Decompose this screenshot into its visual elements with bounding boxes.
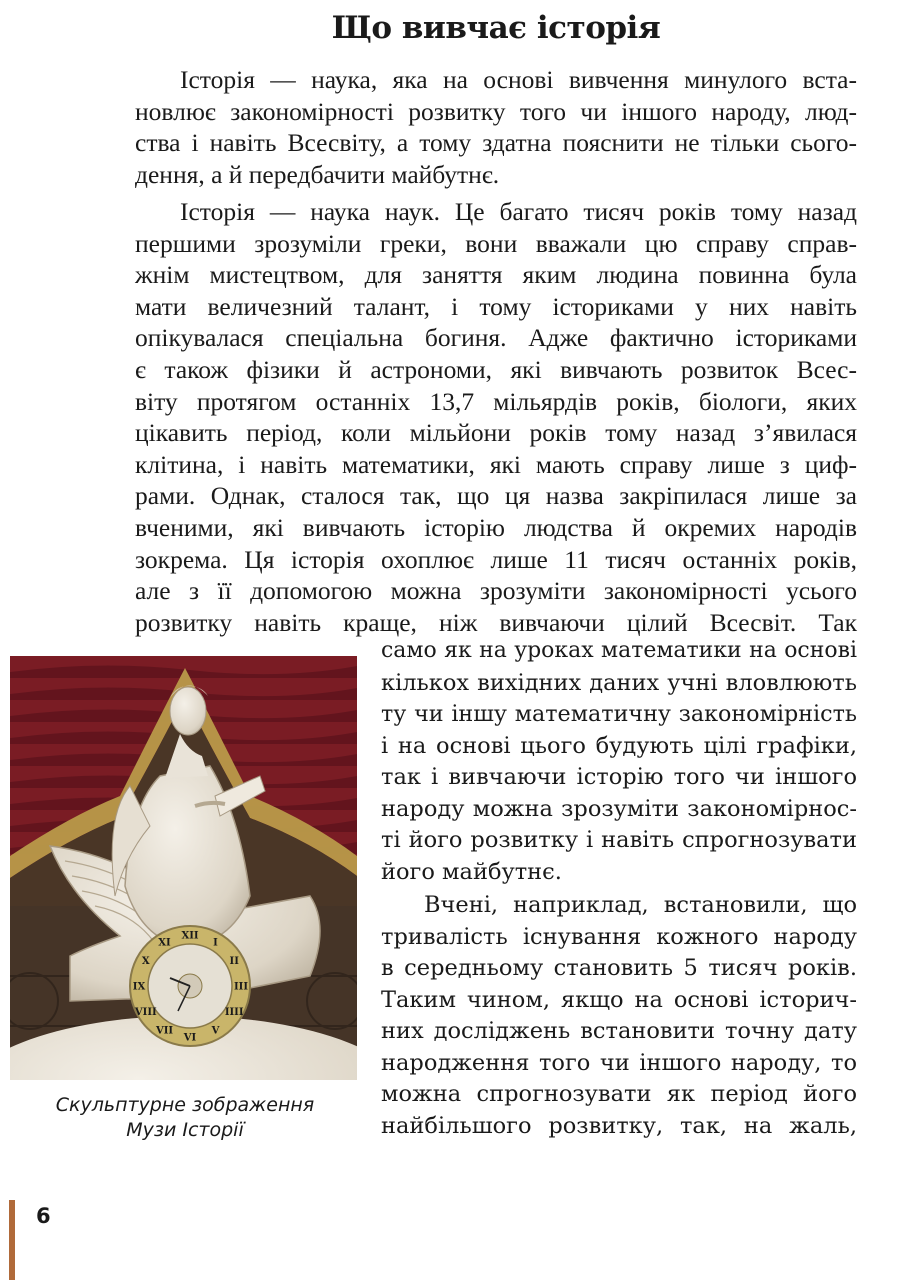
text-line: цікавить період, коли мільйони років тому назад з’явилася: [135, 418, 857, 448]
muse-of-history-photo: [10, 656, 357, 1080]
text-line: є також фізики й астрономи, які вивчають розвиток Всес-: [135, 355, 857, 384]
text-line: розвитку навіть краще, ніж вивчаючи цілий Всесвіт. Так: [135, 607, 857, 637]
clock-numeral: X: [141, 956, 150, 967]
figure-caption: [0, 1093, 370, 1143]
text-line: зокрема. Ця історія охоплює лише 11 тисяч останніх років,: [135, 544, 857, 574]
page-accent-bar: [9, 1200, 15, 1280]
text-line: ства і навіть Всесвіту, а тому здатна пояснити не тільки сього-: [135, 128, 857, 158]
text-line: віту протягом останніх 13,7 мільярдів років, біологи, яких: [135, 386, 857, 416]
text-line: Історія — наука наук. Це багато тисяч років тому назад: [180, 197, 857, 226]
text-line: Історія — наука, яка на основі вивчення минулого вста-: [180, 65, 857, 94]
clock-numeral: II: [229, 956, 239, 967]
clock-numeral: VI: [183, 1032, 197, 1044]
text-line: клітина, і навіть математики, які мають справу лише з циф-: [135, 449, 857, 479]
text-line: найбільшого розвитку, так, на жаль,: [381, 1112, 857, 1139]
text-line: новлює закономірності розвитку того чи іншого народу, люд-: [135, 96, 857, 126]
clock-numeral: VII: [155, 1025, 174, 1037]
clock-face: [130, 926, 250, 1046]
text-line: мати величезний талант, і тому істориками у них навіть: [135, 291, 857, 321]
caption-line: Музи Історії: [126, 1119, 244, 1141]
text-line: народу можна зрозуміти закономірнос-: [381, 795, 857, 822]
text-line: ті його розвитку і навіть спрогнозувати: [381, 827, 857, 853]
clock-numeral: V: [211, 1025, 220, 1037]
text-line: його майбутнє.: [381, 858, 562, 885]
page-number: 6: [36, 1204, 51, 1228]
text-line: опікувалася спеціальна богиня. Адже фактично істориками: [135, 323, 857, 353]
text-line: Вчені, наприклад, встановили, що: [424, 892, 857, 918]
text-line: жнім мистецтвом, для заняття яким людина повинна була: [135, 260, 857, 290]
page-title: Що вивчає історія: [331, 10, 661, 46]
clock-numeral: IX: [132, 981, 146, 993]
text-line: і на основі цього будують цілі графіки,: [381, 732, 857, 759]
clock-numeral: III: [233, 981, 249, 993]
clock-numeral: XII: [181, 930, 199, 942]
text-line: можна спрогнозувати як період його: [381, 1081, 857, 1107]
text-line: кількох вихідних даних учні вловлюють: [381, 669, 857, 696]
text-line: тривалість існування кожного народу: [381, 923, 857, 950]
text-line: так і вивчаючи історію того чи іншого: [381, 764, 857, 790]
caption-line: Скульптурне зображення: [55, 1094, 315, 1116]
text-line: вченими, які вивчають історію людства й окремих народів: [135, 513, 857, 542]
clock-numeral: XI: [158, 937, 171, 949]
text-line: народження того чи іншого народу, то: [381, 1049, 857, 1076]
text-line: само як на уроках математики на основі: [381, 638, 857, 663]
text-line: дення, а й передбачити майбутнє.: [135, 159, 500, 189]
clock-numeral: I: [213, 937, 218, 949]
clock-numeral: VIII: [134, 1007, 157, 1018]
text-line: першими зрозуміли греки, вони вважали цю справу справ-: [135, 228, 857, 258]
text-line: них досліджень встановити точну дату: [381, 1018, 857, 1044]
text-line: але з її допомогою можна зрозуміти закономірності усього: [135, 576, 857, 606]
text-line: в середньому становить 5 тисяч років.: [381, 955, 857, 981]
clock-numeral: IIII: [224, 1007, 244, 1018]
text-line: рами. Однак, сталося так, що ця назва закріпилася лише за: [135, 481, 857, 511]
text-line: ту чи іншу математичну закономірність: [381, 701, 857, 727]
text-line: Таким чином, якщо на основі історич-: [381, 986, 857, 1013]
